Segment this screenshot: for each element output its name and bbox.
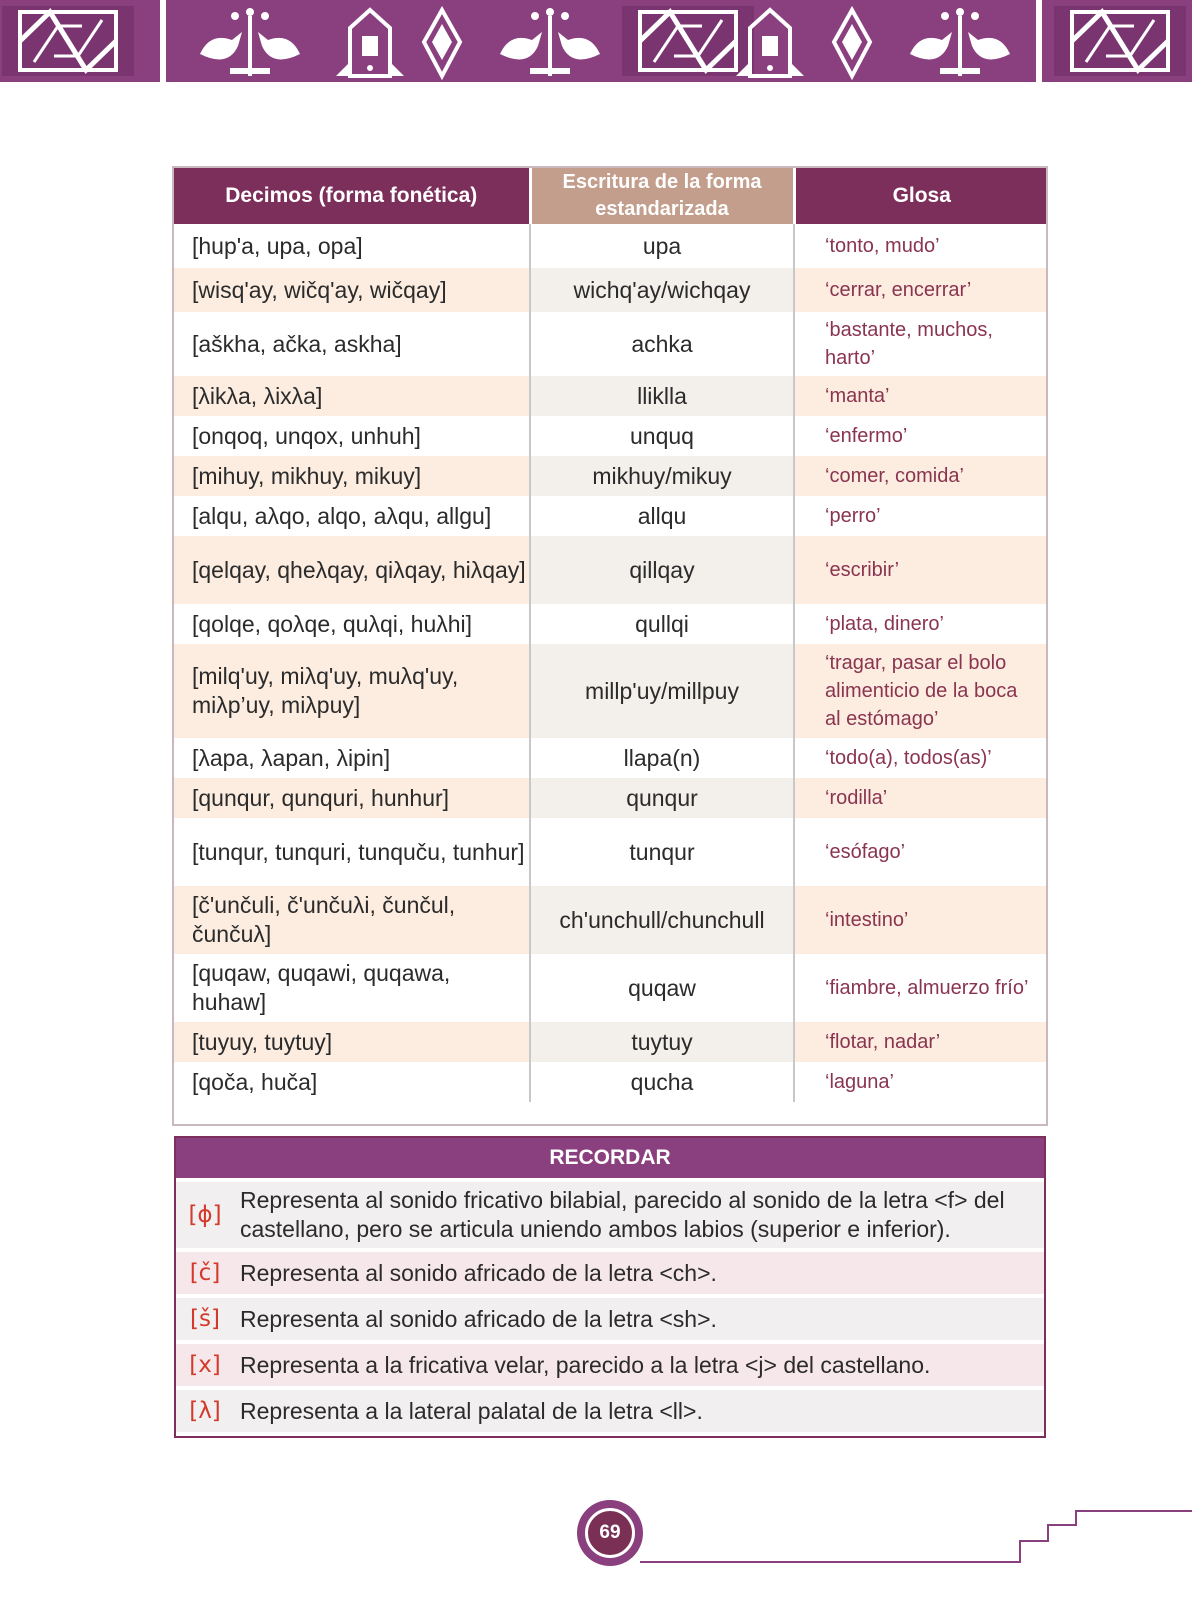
standard-form-cell: tunqur	[530, 818, 794, 886]
phonetic-cell: [λapa, λapan, λipin]	[174, 738, 530, 778]
standard-form-cell: mikhuy/mikuy	[530, 456, 794, 496]
table-row	[174, 376, 1048, 416]
table-row	[174, 644, 1048, 738]
recordar-item	[176, 1252, 1044, 1294]
decorative-banner	[0, 0, 1192, 82]
recordar-symbol: [x]	[176, 1344, 234, 1386]
recordar-symbol: [č]	[176, 1252, 234, 1294]
standard-form-cell: qunqur	[530, 778, 794, 818]
recordar-description: Representa al sonido africado de la letra <ch>.	[234, 1252, 1044, 1294]
gloss-cell: ‘manta’	[794, 376, 1048, 416]
table-row	[174, 604, 1048, 644]
standard-form-cell: llapa(n)	[530, 738, 794, 778]
header-gloss: Glosa	[794, 168, 1048, 224]
phonetic-cell: [tuyuy, tuytuy]	[174, 1022, 530, 1062]
recordar-description: Representa al sonido africado de la letra <sh>.	[234, 1298, 1044, 1340]
gloss-cell: ‘escribir’	[794, 536, 1048, 604]
table-row	[174, 778, 1048, 818]
gloss-cell: ‘todo(a), todos(as)’	[794, 738, 1048, 778]
phonetic-cell: [qelqay, qheλqay, qiλqay, hiλqay]	[174, 536, 530, 604]
gloss-cell: ‘tragar, pasar el bolo alimenticio de la boca al estómago’	[794, 644, 1048, 738]
banner-pattern-icon	[0, 0, 1192, 82]
recordar-title: RECORDAR	[176, 1138, 1044, 1178]
table-row	[174, 818, 1048, 886]
phonetic-cell: [tunqur, tunquri, tunquču, tunhur]	[174, 818, 530, 886]
phonetic-cell: [qunqur, qunquri, hunhur]	[174, 778, 530, 818]
gloss-cell: ‘perro’	[794, 496, 1048, 536]
page-number-badge	[577, 1500, 643, 1566]
table-row	[174, 456, 1048, 496]
standard-form-cell: tuytuy	[530, 1022, 794, 1062]
recordar-description: Representa a la fricativa velar, parecido a la letra <j> del castellano.	[234, 1344, 1044, 1386]
standard-form-cell: qillqay	[530, 536, 794, 604]
gloss-cell: ‘rodilla’	[794, 778, 1048, 818]
phonetic-cell: [qolqe, qoλqe, quλqi, huλhi]	[174, 604, 530, 644]
recordar-symbol: [ɸ]	[176, 1182, 234, 1248]
gloss-cell: ‘flotar, nadar’	[794, 1022, 1048, 1062]
recordar-box	[174, 1136, 1046, 1438]
table-row	[174, 1062, 1048, 1102]
header-standard: Escritura de la forma estandarizada	[530, 168, 794, 224]
phonetic-cell: [quqaw, quqawi, quqawa, huhaw]	[174, 954, 530, 1022]
recordar-item	[176, 1390, 1044, 1432]
gloss-cell: ‘cerrar, encerrar’	[794, 268, 1048, 312]
recordar-symbol: [λ]	[176, 1390, 234, 1432]
phonetic-cell: [qoča, huča]	[174, 1062, 530, 1102]
standard-form-cell: wichq'ay/wichqay	[530, 268, 794, 312]
standard-form-cell: allqu	[530, 496, 794, 536]
recordar-item	[176, 1182, 1044, 1248]
gloss-cell: ‘plata, dinero’	[794, 604, 1048, 644]
phonetic-cell: [milq'uy, miλq'uy, muλq'uy, miλp’uy, miλpuy]	[174, 644, 530, 738]
table-header-row	[174, 168, 1048, 224]
standard-form-cell: upa	[530, 224, 794, 268]
gloss-cell: ‘comer, comida’	[794, 456, 1048, 496]
recordar-symbol: [š]	[176, 1298, 234, 1340]
standard-form-cell: qullqi	[530, 604, 794, 644]
gloss-cell: ‘tonto, mudo’	[794, 224, 1048, 268]
recordar-list	[176, 1182, 1044, 1432]
standard-form-cell: ch'unchull/chunchull	[530, 886, 794, 954]
table-row	[174, 496, 1048, 536]
phonetic-cell: [aškha, ačka, askha]	[174, 312, 530, 376]
standard-form-cell: unquq	[530, 416, 794, 456]
table-row	[174, 268, 1048, 312]
standard-form-cell: qucha	[530, 1062, 794, 1102]
phonetic-cell: [mihuy, mikhuy, mikuy]	[174, 456, 530, 496]
recordar-description: Representa a la lateral palatal de la letra <ll>.	[234, 1390, 1044, 1432]
standard-form-cell: quqaw	[530, 954, 794, 1022]
phonetic-cell: [hup'a, upa, opa]	[174, 224, 530, 268]
table-row	[174, 886, 1048, 954]
phonetic-cell: [λikλa, λixλa]	[174, 376, 530, 416]
gloss-cell: ‘esófago’	[794, 818, 1048, 886]
gloss-cell: ‘laguna’	[794, 1062, 1048, 1102]
table-body	[174, 224, 1048, 1102]
header-phonetic: Decimos (forma fonética)	[174, 168, 530, 224]
standard-form-cell: achka	[530, 312, 794, 376]
table-row	[174, 1022, 1048, 1062]
table-row	[174, 416, 1048, 456]
table-row	[174, 738, 1048, 778]
page-number: 69	[585, 1508, 635, 1558]
recordar-description: Representa al sonido fricativo bilabial, parecido al sonido de la letra <f> del castellano, pero se articula uniendo ambos labios (superior e inferior).	[234, 1182, 1044, 1248]
table-row	[174, 312, 1048, 376]
stairs-decoration-icon	[640, 1505, 1192, 1565]
gloss-cell: ‘bastante, muchos, harto’	[794, 312, 1048, 376]
phonetic-cell: [alqu, aλqo, alqo, aλqu, allgu]	[174, 496, 530, 536]
phonetic-cell: [č'unčuli, č'unčuλi, čunčul, čunčuλ]	[174, 886, 530, 954]
recordar-item	[176, 1298, 1044, 1340]
gloss-cell: ‘fiambre, almuerzo frío’	[794, 954, 1048, 1022]
phonetic-cell: [onqoq, unqox, unhuh]	[174, 416, 530, 456]
table-row	[174, 224, 1048, 268]
table-row	[174, 954, 1048, 1022]
standard-form-cell: lliklla	[530, 376, 794, 416]
standard-form-cell: millp'uy/millpuy	[530, 644, 794, 738]
gloss-cell: ‘enfermo’	[794, 416, 1048, 456]
phonetic-cell: [wisq'ay, wičq'ay, wičqay]	[174, 268, 530, 312]
table-row	[174, 536, 1048, 604]
recordar-item	[176, 1344, 1044, 1386]
vocabulary-table	[174, 168, 1048, 1102]
gloss-cell: ‘intestino’	[794, 886, 1048, 954]
